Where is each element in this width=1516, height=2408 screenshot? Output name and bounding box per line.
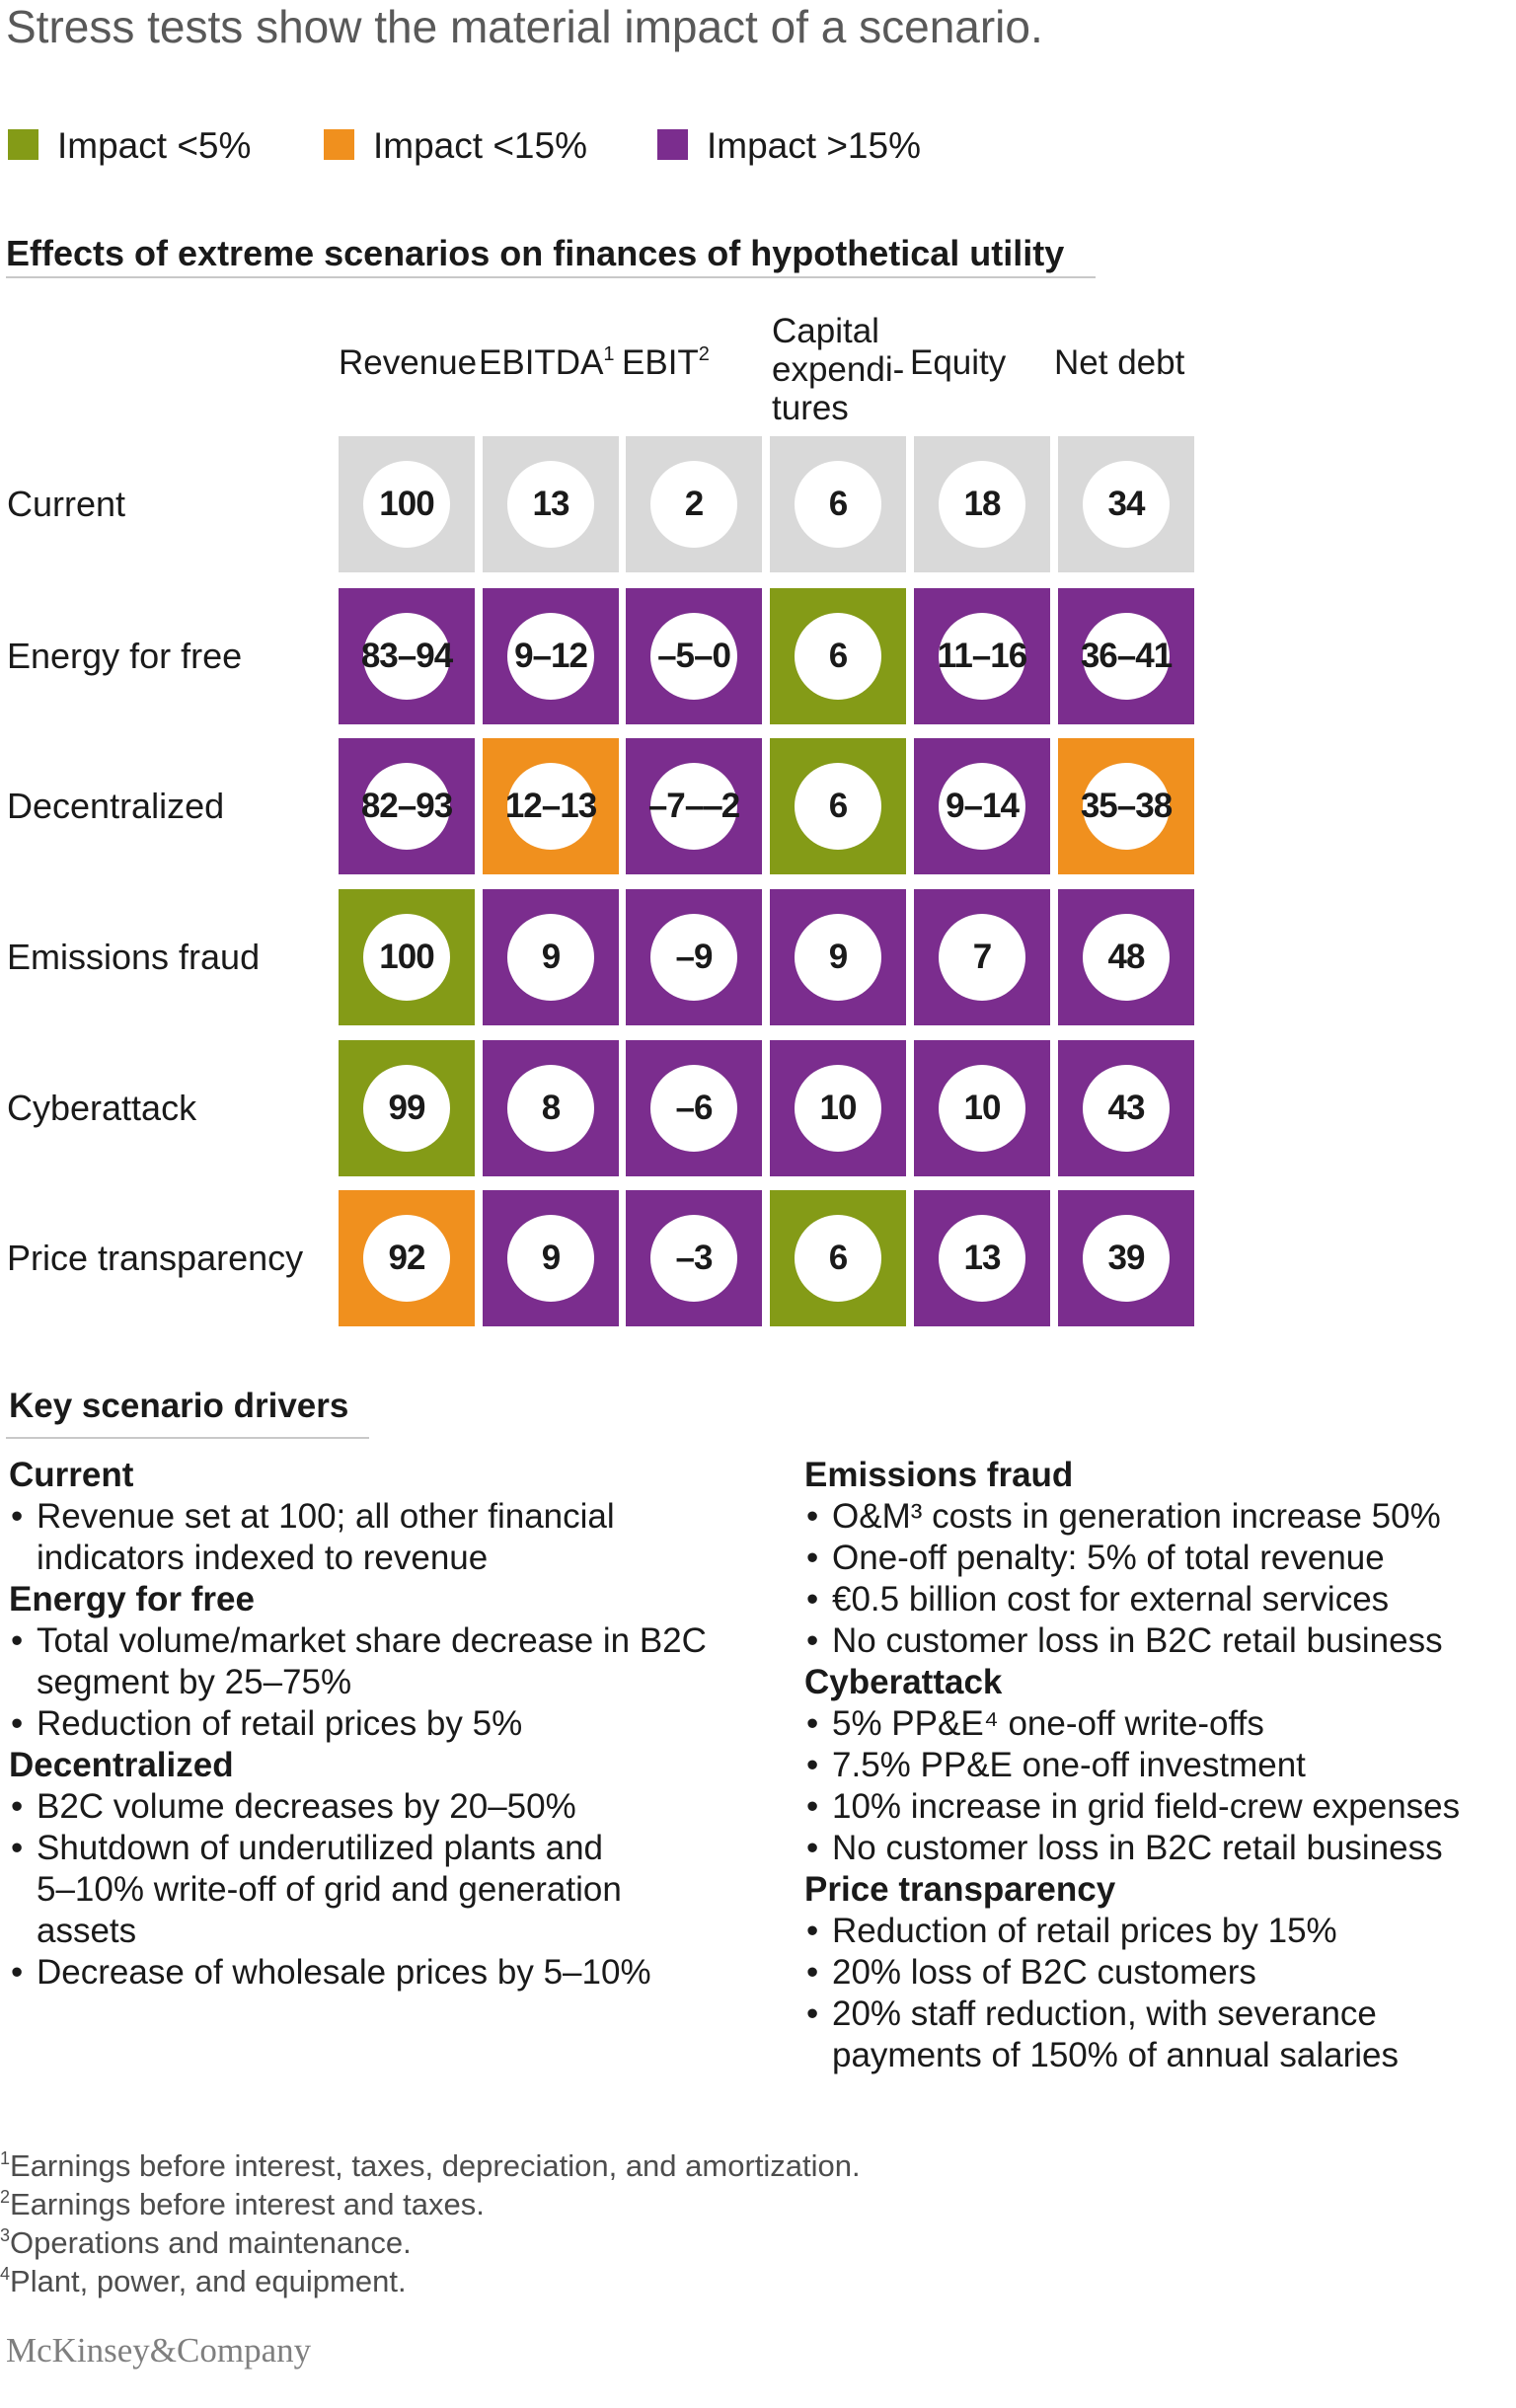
footnotes <box>0 2146 861 2300</box>
page-title: Stress tests show the material impact of a scenario. <box>6 1 1043 52</box>
cell-value: 100 <box>363 914 450 1001</box>
matrix-cell <box>770 738 906 874</box>
cell-value: –9 <box>650 914 737 1001</box>
legend-swatch-mid <box>324 129 354 160</box>
matrix-cell <box>483 588 619 724</box>
driver-bullet-list <box>9 1496 729 1579</box>
matrix-cell <box>339 1190 475 1326</box>
cell-value: 6 <box>795 613 881 700</box>
chart-title: Effects of extreme scenarios on finances of hypothetical utility <box>6 233 1065 273</box>
driver-scenario-name: Energy for free <box>9 1580 255 1618</box>
driver-bullet: • O&M³ costs in generation increase 50% <box>804 1496 1516 1538</box>
matrix-cell <box>914 738 1050 874</box>
driver-bullet: • No customer loss in B2C retail business <box>804 1620 1516 1662</box>
matrix-cell <box>914 588 1050 724</box>
row-label: Cyberattack <box>7 1088 197 1128</box>
legend-swatch-high <box>657 129 688 160</box>
legend-label-mid: Impact <15% <box>373 125 587 166</box>
driver-section <box>804 1869 1516 2076</box>
cell-value: 13 <box>939 1215 1025 1302</box>
driver-scenario-name: Decentralized <box>9 1746 234 1784</box>
matrix-cell <box>1058 588 1194 724</box>
driver-bullet-list <box>804 1911 1516 2076</box>
driver-section <box>9 1745 729 1994</box>
legend-label-high: Impact >15% <box>707 125 921 166</box>
matrix-cell <box>339 588 475 724</box>
matrix-cell <box>483 889 619 1025</box>
column-header: EBITDA$^1$ <box>479 343 615 382</box>
cell-value: 10 <box>939 1065 1025 1152</box>
cell-value: –3 <box>650 1215 737 1302</box>
matrix-cell <box>339 1040 475 1176</box>
matrix-cell <box>626 738 762 874</box>
cell-value: 11–16 <box>939 613 1025 700</box>
cell-value: 10 <box>795 1065 881 1152</box>
matrix-cell <box>483 1040 619 1176</box>
cell-value: 82–93 <box>363 763 450 850</box>
driver-bullet: • Shutdown of underutilized plants and 5–10% write-off of grid and generation assets <box>9 1828 729 1952</box>
cell-value: 100 <box>363 461 450 548</box>
footnote: $^1$Earnings before interest, taxes, depreciation, and amortization. <box>0 2148 861 2183</box>
cell-value: 9 <box>795 914 881 1001</box>
column-footnote-ref: 2 <box>698 343 710 365</box>
row-label: Decentralized <box>7 786 225 826</box>
matrix-cell <box>770 889 906 1025</box>
driver-bullet: • Total volume/market share decrease in B2C segment by 25–75% <box>9 1620 729 1703</box>
drivers-heading: Key scenario drivers <box>9 1387 349 1425</box>
matrix-cell <box>914 889 1050 1025</box>
column-header: Equity <box>910 343 1007 382</box>
cell-value: 35–38 <box>1083 763 1170 850</box>
matrix-cell <box>770 436 906 572</box>
driver-bullet: • 20% loss of B2C customers <box>804 1952 1516 1994</box>
matrix-cell <box>1058 889 1194 1025</box>
row-label: Energy for free <box>7 636 243 676</box>
matrix-cell <box>339 738 475 874</box>
cell-value: 13 <box>507 461 594 548</box>
cell-value: 9–14 <box>939 763 1025 850</box>
driver-bullet-list <box>804 1496 1516 1662</box>
cell-value: 6 <box>795 461 881 548</box>
matrix-cell <box>626 889 762 1025</box>
cell-value: 36–41 <box>1083 613 1170 700</box>
footnote-number: 3 <box>0 2225 11 2245</box>
driver-bullet-list <box>804 1703 1516 1869</box>
driver-section <box>804 1455 1516 1662</box>
cell-value: 6 <box>795 763 881 850</box>
cell-value: 7 <box>939 914 1025 1001</box>
matrix-cell <box>626 588 762 724</box>
matrix-cell <box>483 738 619 874</box>
driver-bullet: • No customer loss in B2C retail business <box>804 1828 1516 1869</box>
matrix-cell <box>914 1040 1050 1176</box>
footnote-number: 2 <box>0 2187 11 2207</box>
legend <box>8 126 1094 166</box>
cell-value: 39 <box>1083 1215 1170 1302</box>
footnote-number: 1 <box>0 2148 11 2168</box>
matrix-cell <box>626 1040 762 1176</box>
cell-value: –6 <box>650 1065 737 1152</box>
matrix-cell <box>914 436 1050 572</box>
driver-section <box>9 1455 729 1579</box>
row-label: Price transparency <box>7 1238 304 1278</box>
driver-bullet: • One-off penalty: 5% of total revenue <box>804 1538 1516 1579</box>
matrix-cell <box>339 436 475 572</box>
cell-value: 43 <box>1083 1065 1170 1152</box>
matrix-cell <box>483 436 619 572</box>
cell-value: 9 <box>507 914 594 1001</box>
matrix-cell <box>626 436 762 572</box>
driver-bullet: • 7.5% PP&E one-off investment <box>804 1745 1516 1786</box>
drivers-left-column <box>9 1455 729 1994</box>
driver-section <box>804 1662 1516 1869</box>
driver-bullet: • B2C volume decreases by 20–50% <box>9 1786 729 1828</box>
driver-scenario-name: Current <box>9 1456 134 1494</box>
cell-value: 9 <box>507 1215 594 1302</box>
column-footnote-ref: 1 <box>603 343 615 365</box>
matrix-cell <box>1058 738 1194 874</box>
matrix-cell <box>339 889 475 1025</box>
driver-bullet: • Decrease of wholesale prices by 5–10% <box>9 1952 729 1994</box>
column-header: EBIT$^2$ <box>622 343 710 382</box>
footnote: $^2$Earnings before interest and taxes. <box>0 2187 485 2221</box>
cell-value: 48 <box>1083 914 1170 1001</box>
cell-value: 34 <box>1083 461 1170 548</box>
driver-bullet: • Reduction of retail prices by 15% <box>804 1911 1516 1952</box>
drivers-heading-rule <box>6 1437 369 1439</box>
row-label: Emissions fraud <box>7 937 261 977</box>
cell-value: 2 <box>650 461 737 548</box>
row-label: Current <box>7 484 126 524</box>
cell-value: 8 <box>507 1065 594 1152</box>
column-header: Net debt <box>1054 343 1185 382</box>
driver-bullet: • Revenue set at 100; all other financial indicators indexed to revenue <box>9 1496 729 1579</box>
cell-value: 12–13 <box>507 763 594 850</box>
drivers-right-column <box>804 1455 1516 2076</box>
legend-swatch-low <box>8 129 38 160</box>
cell-value: –7–‒2 <box>650 763 737 850</box>
driver-bullet: • 20% staff reduction, with severance payments of 150% of annual salaries <box>804 1994 1516 2076</box>
column-header: Capital expendi- tures <box>772 312 905 427</box>
driver-bullet-list <box>9 1786 729 1994</box>
matrix-cell <box>770 1190 906 1326</box>
driver-scenario-name: Cyberattack <box>804 1663 1003 1701</box>
cell-value: 99 <box>363 1065 450 1152</box>
driver-bullet: • 5% PP&E⁴ one-off write-offs <box>804 1703 1516 1745</box>
cell-value: 92 <box>363 1215 450 1302</box>
matrix-cell <box>770 1040 906 1176</box>
cell-value: 6 <box>795 1215 881 1302</box>
matrix-cell <box>914 1190 1050 1326</box>
matrix-cell <box>1058 1190 1194 1326</box>
driver-bullet-list <box>9 1620 729 1745</box>
footnote: $^4$Plant, power, and equipment. <box>0 2264 407 2298</box>
matrix-cell <box>1058 1040 1194 1176</box>
driver-scenario-name: Emissions fraud <box>804 1456 1074 1494</box>
matrix-cell <box>626 1190 762 1326</box>
matrix-cell <box>770 588 906 724</box>
driver-bullet: • 10% increase in grid field-crew expenses <box>804 1786 1516 1828</box>
cell-value: 18 <box>939 461 1025 548</box>
cell-value: 83–94 <box>363 613 450 700</box>
cell-value: –5–0 <box>650 613 737 700</box>
driver-bullet: • €0.5 billion cost for external services <box>804 1579 1516 1620</box>
legend-label-low: Impact <5% <box>57 125 252 166</box>
driver-section <box>9 1579 729 1745</box>
cell-value: 9–12 <box>507 613 594 700</box>
chart-title-rule <box>6 276 1096 278</box>
footnote-number: 4 <box>0 2264 11 2284</box>
driver-bullet: • Reduction of retail prices by 5% <box>9 1703 729 1745</box>
footnote: $^3$Operations and maintenance. <box>0 2225 412 2260</box>
matrix-cell <box>483 1190 619 1326</box>
company-logo: McKinsey&Company <box>6 2331 312 2370</box>
matrix-cell <box>1058 436 1194 572</box>
driver-scenario-name: Price transparency <box>804 1870 1116 1909</box>
column-header: Revenue <box>339 343 478 382</box>
